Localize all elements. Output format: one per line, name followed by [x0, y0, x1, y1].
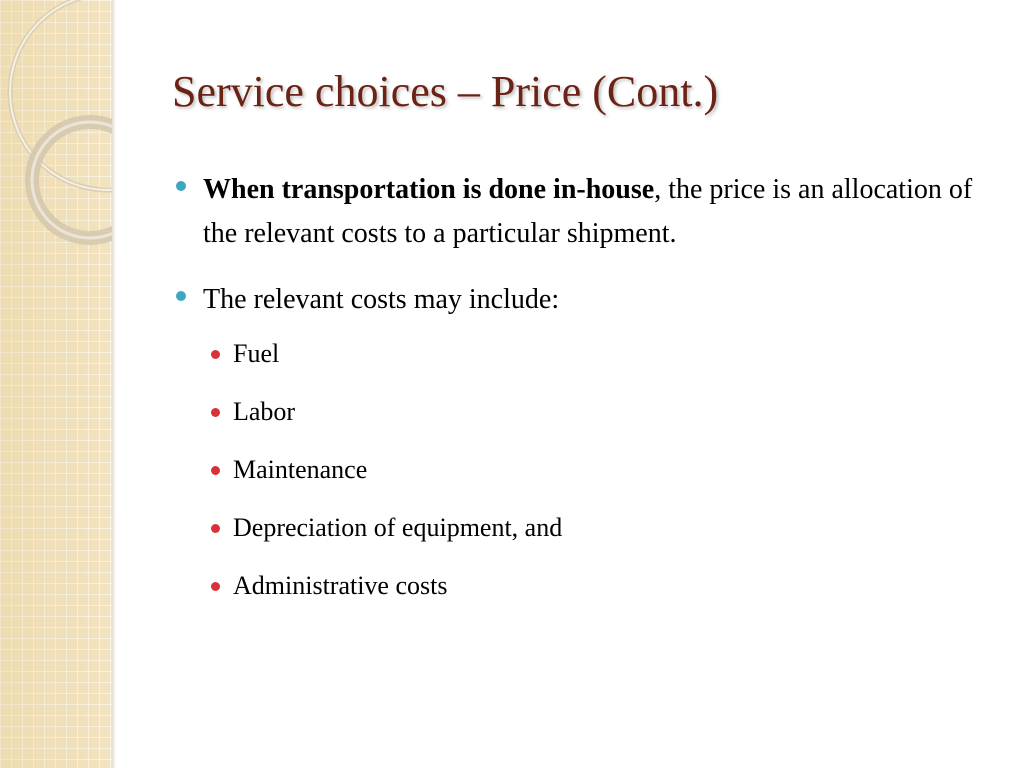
decorative-sidebar — [0, 0, 112, 768]
bullet-item-relevant-costs — [176, 278, 996, 322]
bullet-bold-text: When transportation is done in-house — [203, 174, 655, 205]
sidebar-edge — [112, 0, 116, 768]
sub-bullet-dot-icon — [211, 350, 220, 359]
slide-content — [176, 168, 996, 628]
bullet-text: The relevant costs may include: — [203, 284, 560, 315]
sub-bullet-list — [176, 338, 996, 602]
bullet-item-in-house — [176, 168, 996, 256]
sub-bullet-item — [176, 454, 996, 486]
decorative-rings-graphic — [0, 0, 112, 768]
large-ring-highlight — [10, 0, 112, 190]
bullet-text: , the price is an allocation of the relevant costs to a particular shipment. — [203, 174, 973, 249]
sub-bullet-dot-icon — [211, 408, 220, 417]
sub-bullet-dot-icon — [211, 466, 220, 475]
sub-bullet-item — [176, 512, 996, 544]
sub-bullet-text: Fuel — [233, 339, 280, 368]
sub-bullet-text: Depreciation of equipment, and — [233, 513, 563, 542]
sub-bullet-dot-icon — [211, 524, 220, 533]
sub-bullet-text: Administrative costs — [233, 571, 448, 600]
large-ring-shape — [10, 0, 112, 190]
sub-bullet-item — [176, 570, 996, 602]
sub-bullet-dot-icon — [211, 582, 220, 591]
small-ring-shape — [32, 122, 112, 238]
sub-bullet-item — [176, 338, 996, 370]
sub-bullet-item — [176, 396, 996, 428]
bullet-dot-icon — [176, 181, 186, 191]
sub-bullet-text: Maintenance — [233, 455, 368, 484]
bullet-dot-icon — [176, 291, 186, 301]
sub-bullet-text: Labor — [233, 397, 296, 426]
slide-title: Service choices – Price (Cont.) — [172, 67, 719, 116]
